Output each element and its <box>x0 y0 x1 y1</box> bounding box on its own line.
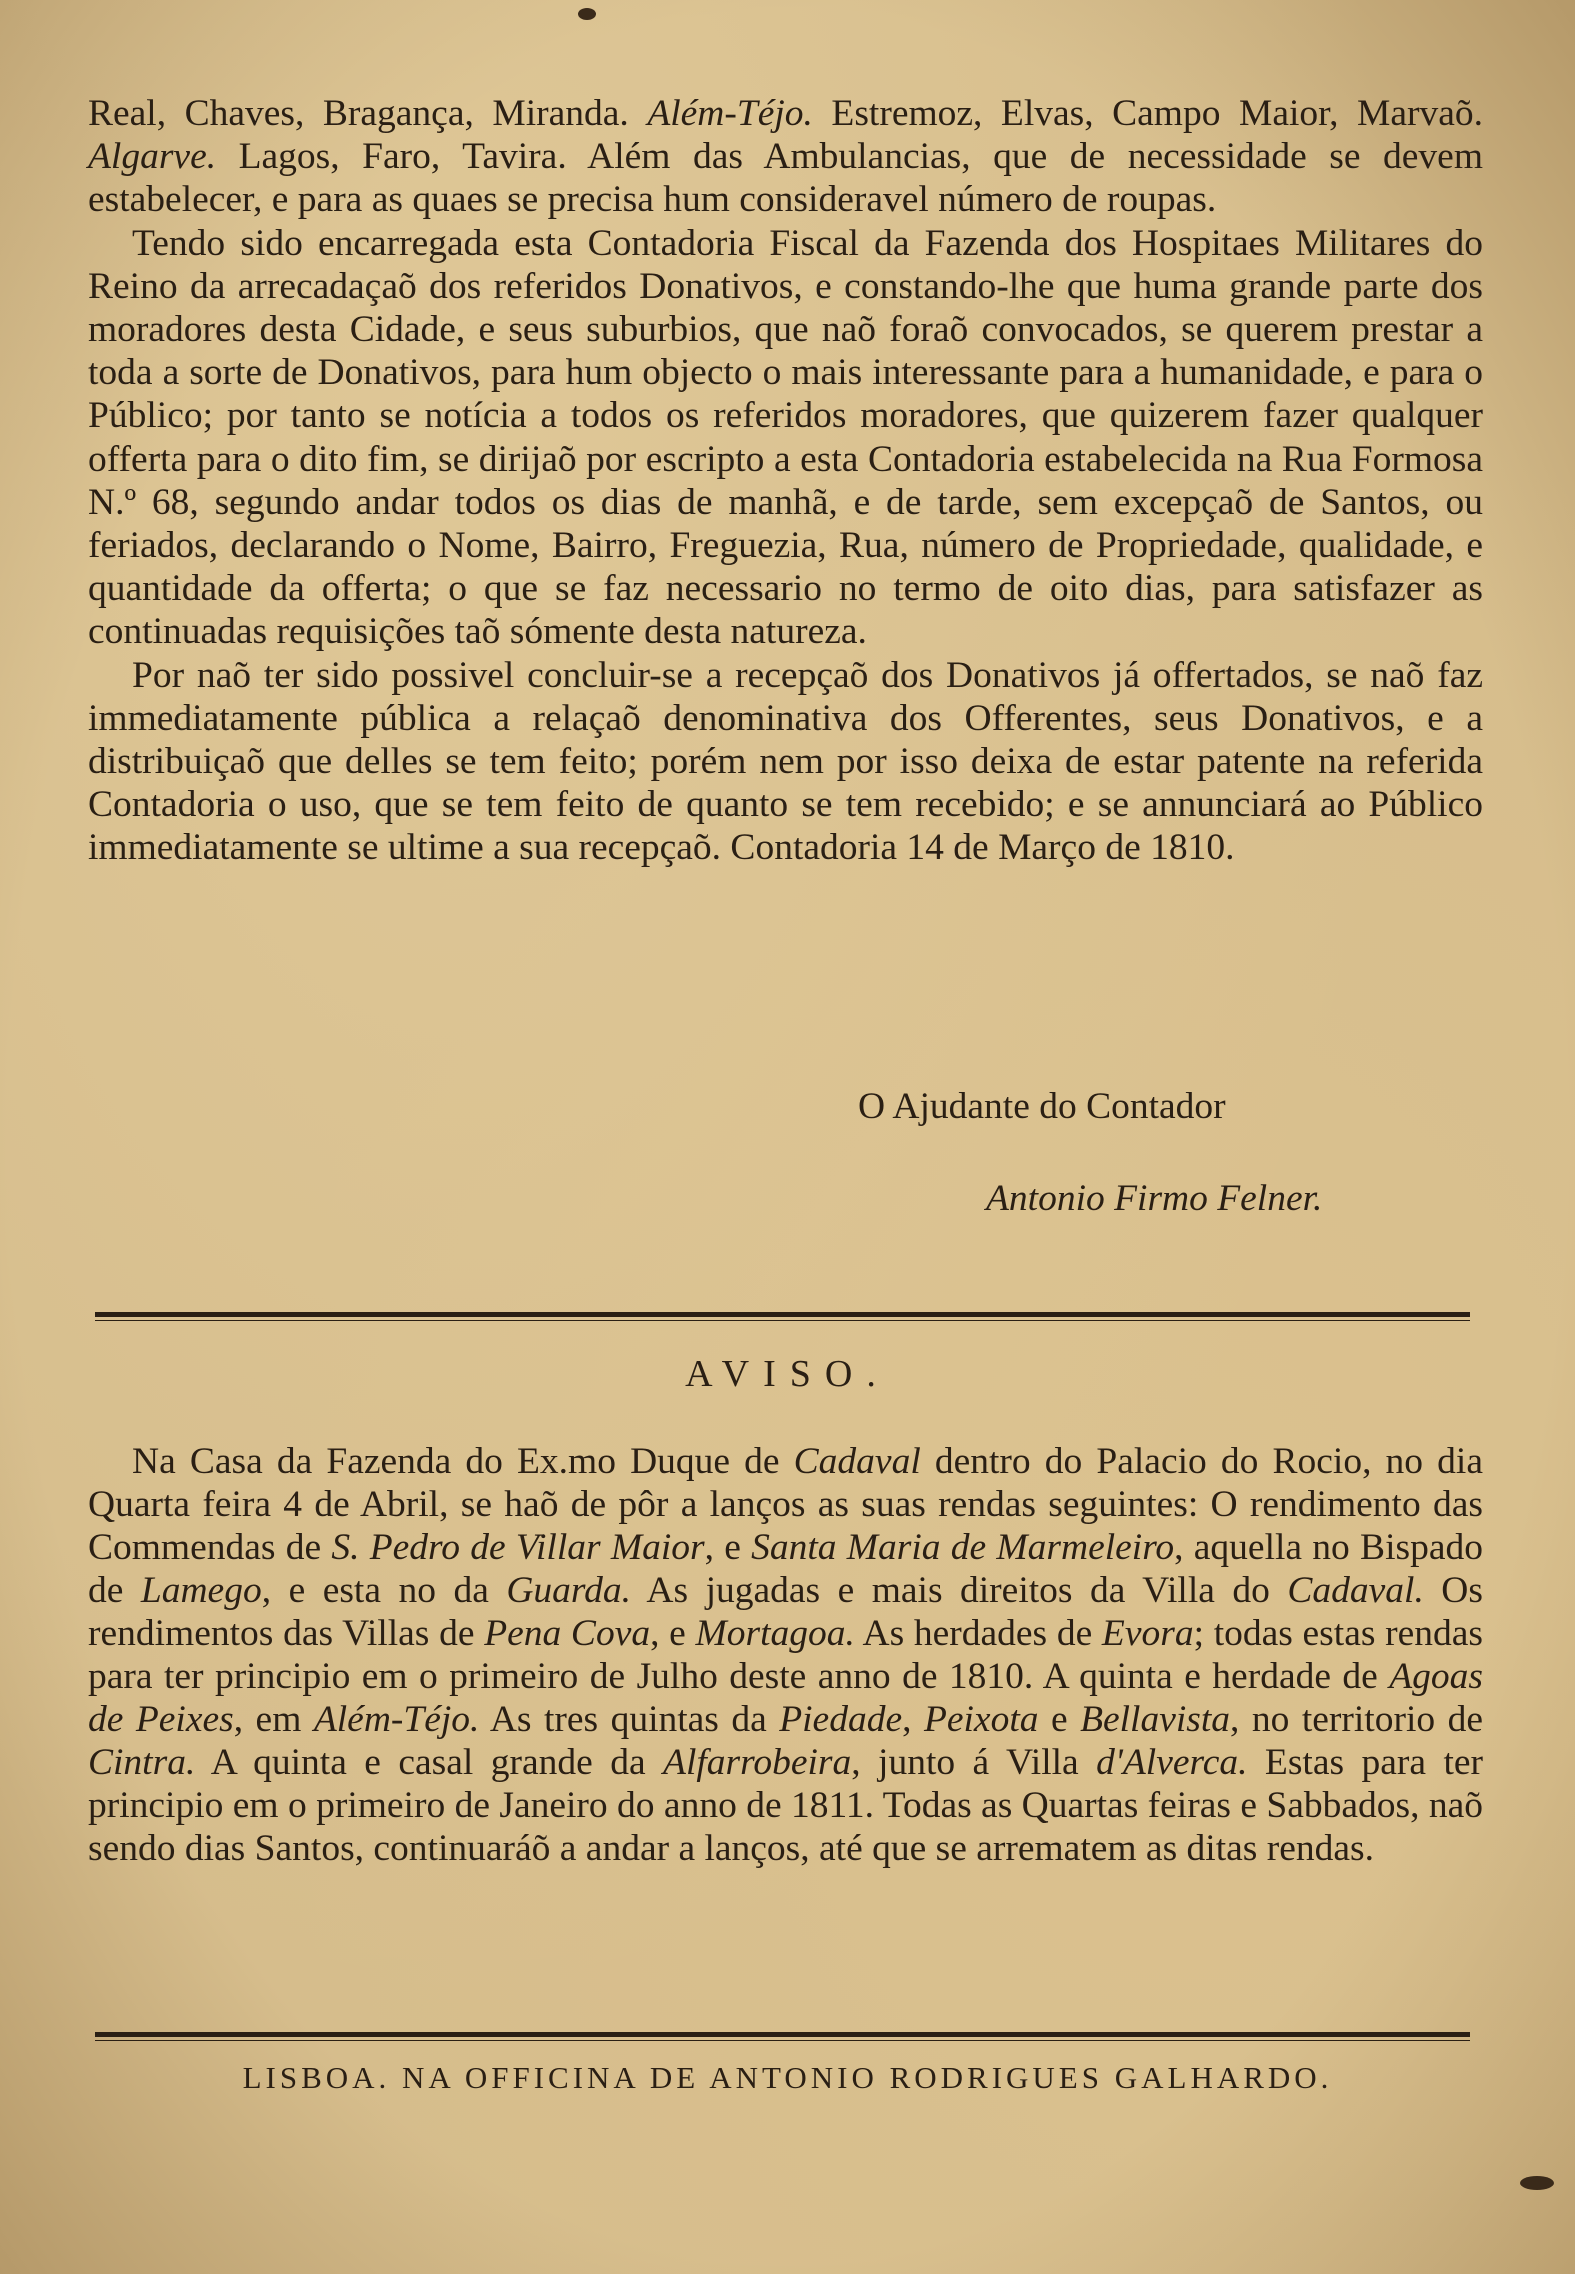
signature-title: O Ajudante do Contador <box>858 1086 1226 1127</box>
aviso-heading: AVISO. <box>685 1353 890 1395</box>
paragraph-contadoria-notice: Tendo sido encarregada esta Contadoria Fiscal da Fazenda dos Hospitaes Militares do Reino da arrecadaçaõ dos referidos Donativos, e constando-lhe que huma grande parte dos moradores desta Cidade, e seus suburbios, que naõ foraõ convocados, se querem prestar a toda a sorte de Donativos, para hum objecto o mais interessante para a humanidade, e para o Público; por tanto se notícia a todos os referidos moradores, que quizerem fazer qualquer offerta para o dito fim, se dirijaõ por escripto a esta Contadoria estabelecida na Rua Formosa N.º 68, segundo andar todos os dias de manhã, e de tarde, sem excepçaõ de Santos, ou feriados, declarando o Nome, Bairro, Freguezia, Rua, número de Propriedade, qualidade, e quantidade da offerta; o que se faz necessario no termo de oito dias, para satisfazer as continuadas requisições taõ sómente desta natureza. <box>88 222 1483 653</box>
paragraph-regions: Real, Chaves, Bragança, Miranda. Além-Téjo. Estremoz, Elvas, Campo Maior, Marvaõ. Algarve. Lagos, Faro, Tavira. Além das Ambulancias, que de necessidade se devem estabelecer, e para as quaes se precisa hum consideravel número de roupas. <box>88 93 1484 221</box>
printer-imprint: LISBOA. NA OFFICINA DE ANTONIO RODRIGUES GALHARDO. <box>242 2060 1333 2095</box>
aviso-paragraph: Na Casa da Fazenda do Ex.mo Duque de Cadaval dentro do Palacio do Rocio, no dia Quarta feira 4 de Abril, se haõ de pôr a lanços as suas rendas seguintes: O rendimento das Commendas de S. Pedro de Villar Maior, e Santa Maria de Marmeleiro, aquella no Bispado de Lamego, e esta no da Guarda. As jugadas e mais direitos da Villa do Cadaval. Os rendimentos das Villas de Pena Cova, e Mortagoa. As herdades de Evora; todas estas rendas para ter principio em o primeiro de Julho deste anno de 1810. A quinta e herdade de Agoas de Peixes, em Além-Téjo. As tres quintas da Piedade, Peixota e Bellavista, no territorio de Cintra. A quinta e casal grande da Alfarrobeira, junto á Villa d'Alverca. Estas para ter principio em o primeiro de Janeiro do anno de 1811. Todas as Quartas feiras e Sabbados, naõ sendo dias Santos, continuaráõ a andar a lanços, até que se arrematem as ditas rendas. <box>88 1441 1484 1869</box>
aviso-body <box>88 1440 1483 1870</box>
ink-blot <box>1520 2176 1554 2190</box>
signature-name: Antonio Firmo Felner. <box>986 1178 1323 1219</box>
ink-blot <box>578 8 596 20</box>
upper-text <box>88 92 1483 870</box>
footer-rule <box>95 2032 1470 2041</box>
signature-block <box>88 1085 1483 1235</box>
divider-rule <box>95 1312 1470 1321</box>
paragraph-donativos: Por naõ ter sido possivel concluir-se a recepçaõ dos Donativos já offertados, se naõ faz immediatamente pública a relaçaõ denominativa dos Offerentes, seus Donativos, e a distribuiçaõ que delles se tem feito; porém nem por isso deixa de estar patente na referida Contadoria o uso, que se tem feito de quanto se tem recebido; e se annunciará ao Público immediatamente se ultime a sua recepçaõ. Contadoria 14 de Março de 1810. <box>88 654 1483 869</box>
